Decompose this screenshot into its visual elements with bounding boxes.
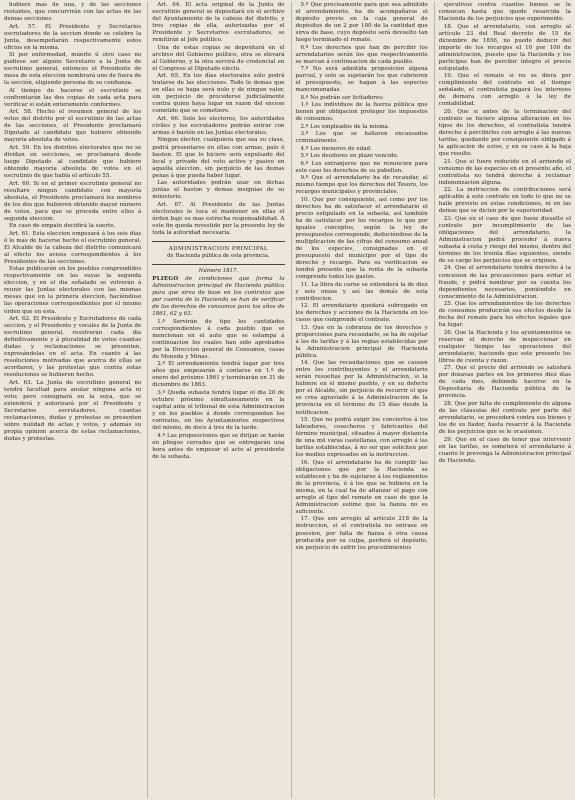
paragraph: 6.º Los derechos que han de percibir los arrendatarios serán los que respectivamente se marcan á continuacion de cada pueblo. [295, 44, 428, 65]
paragraph: 9.º Que el arrendatario ha de recaudar, al mismo tiempo que los derechos del Tesoro, los recargos municipales y provinciales. [295, 175, 428, 196]
paragraph: 19. Que el remate si no se diera por cumplimiento del contrato en el tiempo señalado, el contratista pagará los intereses de demora con arreglo á la ley de contabilidad. [438, 73, 571, 108]
paragraph: 12. El arrendatario quedará subrogado en los derechos y acciones de la Hacienda en los casos que comprende el contrato. [295, 303, 428, 324]
paragraph: 21. Que si fuere reducido en el arriendo el consumo de las especies en el presente año, el contratista no tendrá derecho á reclamar indemnizacion alguna. [438, 158, 571, 186]
paragraph: Art. 66. Solo los electores, los autoridades civiles y los escrutadores podrán entrar con armas ó bastón en las Juntas electorales. [152, 115, 285, 137]
paragraph: 18. Que el arrendatario, con arreglo al artículo 23 del Real decreto de 15 de diciembre de 1856, no puede deducir del importe de los recargos el 10 por 100 de administracion, puesto que la Hacienda y los partícipes han de percibir íntegro el precio estipulado. [438, 23, 571, 72]
paragraph: hubiere mas de una, y de las secciones restantes, que concurrirán con las actas de las demas secciones. [4, 2, 142, 23]
paragraph: Art. 57. El Presidente y Secretarios escrutadores de la seccion donde se celebre la Junta, desempeñarán respectivamente estos oficios en la misma. [4, 23, 142, 51]
paragraph: 5.º Los deudores en plazo vencido. [300, 153, 399, 160]
paragraph: Art. 60. Si en el primer escrutinio general no resultare ningun candidato con mayoría absoluta, el Presidente proclamará los nombres de los dos que hubieren obtenido mayor número de votos, para que se proceda entre ellos á segunda eleccion. [4, 180, 142, 222]
paragraph: Al tiempo de hacerse el escrutinio se confrontarán las dos copias de cada acta para verificar si están enteramente conformes. [4, 87, 142, 108]
paragraph: 25. Que los arrendamientos de los derechos de consumos producirán sus efectos desde la fecha del remate para los efectos legales que ha lugar. [438, 301, 571, 329]
heading-rule [152, 264, 284, 265]
election-law-articles [152, 2, 284, 237]
paragraph: 28. Que por falta de cumplimiento de alguna de las cláusulas del contrato por parte del arrendatario, se procederá contra sus bienes y los de su fiador, hasta resarcir á la Hacienda de los perjuicios que se le ocasionen. [438, 400, 571, 436]
paragraph: 23. Que en el caso de que fuese disuelto el contrato por incumplimiento de las obligaciones del arrendatario, la Administracion podrá proceder á nueva subasta á costa y riesgo del mismo, dentro del término de los treinta días siguientes, siendo de su cargo los perjuicios que se originen. [438, 215, 571, 265]
paragraph: 1.º Los individuos de la fuerza pública que tienen por obligacion proteger los impuestos de consumos. [295, 102, 428, 123]
paragraph: 20. Que si antes de la terminacion del contrato se hiciere alguna alteracion en los tipos de los derechos, el contratista tendrá derecho á percibirlos con arreglo á las nuevas tarifas, quedando por consiguiente obligado á la aplicacion de estos, y en su caso á la baja que resulte. [438, 108, 571, 158]
paragraph: 29. Que en el caso de tener que intervenir en las tarifas, se someterá el arrendatario á cuanto le prevenga la Administracion principal de Hacienda. [438, 436, 571, 464]
paragraph: 2.º Los empleados de la misma. [300, 123, 390, 130]
paragraph: 27. Que el precio del arriendo se satisfará por dozavas partes en los primeros diez días de cada mes, debiendo hacerse en la Depositaría de Hacienda pública de la provincia. [438, 365, 571, 400]
paragraph: 6.º Los extranjeros que no renuncien para este caso los derechos de su pabellon. [295, 160, 428, 174]
paragraph: 24. Que el arrendatario tendrá derecho á la concesion de las precauciones para evitar el fraude, y podrá nombrar por su cuenta los dependientes necesarios, poniéndolo en conocimiento de la Administracion. [438, 265, 571, 300]
paragraph: Art. 67. Al Presidente de las Juntas electorales le toca el mantener en ellas el órden bajo su mas estrecha responsabilidad. A este fin queda revestido por la presente ley de toda la autoridad necesaria. [152, 201, 285, 236]
section-divider [152, 241, 284, 243]
paragraph: 13. Que en la cobranza de los derechos y proporciones para recaudarlo, se ha de sujetar á las de tarifas y á las reglas establecidas por la Administracion principal de Hacienda pública. [295, 324, 428, 359]
paragraph: 16. Que el arrendatario ha de cumplir las obligaciones que por la Hacienda se establecen y ha de sujetarse á los reglamentos de la provincia, ó á los que se hubiera en la misma, en la cual ha de afianzar el pago con arreglo al tipo del remate en caso de que la Administracion estime que la fianza no es suficiente. [295, 459, 428, 515]
paragraph: 14. Que las recaudaciones que se causen entre los contribuyentes y el arrendatario serán resueltas por la Administracion, si la hubiere en el mismo pueblo, y en su defecto por el Alcalde, sin perjuicio de recurrir el que se crea agraviado á la Administracion de la provincia en el término de 15 días desde la notificacion. [295, 360, 428, 416]
contract-conditions [152, 319, 284, 461]
paragraph: 4.º Los menores de edad. [300, 145, 372, 152]
paragraph: 17. Que son arreglo al artículo 218 de la instruccion, si el contratista no entrase en posesion, por falta de fianza ó otra causa producida por su culpa, perderá el depósito, sin perjuicio de sufrir los procedimientos [295, 516, 428, 551]
paragraph: 3.º Queda subasta tendrá lugar el dia 20 de octubre próximo simultaneamente en la capital ante el tribunal de esta Administracion y en los pueblos á donde correspondan los contratos, en los Ayuntamientos respectivos del mismo, de doce á tres de la tarde. [152, 389, 285, 432]
number-line: Número 1817. [198, 267, 239, 274]
paragraph: 2.º El arrendamiento tendrá lugar por tres años que empezarán á contarse en 1.º de enero del próximo 1861 y terminarán en 31 de diciembre de 1863. [152, 361, 285, 389]
paragraph: Si por enfermedad, muerte ú otro caso no pudiese ser alguno Secretario a la Junta de escrutinio general, entonces el Presidente de mesa de esta eleccion nombrará uno de fuera de la sección, eligiendo persona de su confianza. [4, 52, 142, 87]
paragraph: 5.º Que precisamente para que sea admitido el arrendamiento, ha de acompañarse el depósito previo en la caja general de depósitos de un 2 por 100 de la cantidad que sirva de base, cuyo depósito será devuelto tan luego terminado el remate. [295, 2, 428, 44]
column-4 [434, 2, 571, 798]
paragraph: 15. Que no podrá exigir los conciertos á los labradores, cosecheros y fabricantes del término municipal, situados á mayor distancia de una mil varas castellanas, con arreglo á las tarifas establecidas, á no ser que soliciten por los medios expresados en la instruccion. [295, 416, 428, 459]
paragraph: 1.º Servirán de tipo los cantidades correspondientes á cada pueblo que se mencionan en el auto que se estampa á continuacion los cuales han sido aprobados por la Direccion general de Consumos, casas de Moneda y Minas. [152, 318, 285, 360]
office-title: ADMINISTRACION PRINCIPAL [168, 245, 269, 252]
paragraph: Art. 64. El acta original de la Junta de escrutinio general se depositará en el archivo del Ayuntamiento de la cabeza del distrito, y tres copias de ella, autorizadas por el Presidente y Secretarios escrutadores, se remitirán al Jefe político. [152, 2, 285, 44]
office-subtitle: de Hacienda pública de esta provincia. [167, 253, 270, 260]
pliego-text: de condiciones que forma la Administracion principal de Hacienda pública para que sirva de base en los contratos que por cuenta de la Hacienda se han de verificar de los derechos de consumos para los años de 1861, 62 y 63. [152, 275, 285, 318]
paragraph: Art. 65. En los días electorales sólo podrá tratarse de las elecciones. Todo lo demas que en ellas se haga será nulo y de ningun valor, sin perjuicio de procederse judicialmente contra quien haya lugar en razon del exceso cometido que se cometiere. [152, 73, 285, 115]
column-1 [4, 2, 141, 798]
paragraph: Art. 59. En los distritos electorales que no se dividan en secciones, se proclamará desde luego Diputado al candidato que hubiere obtenido mayoría absoluta de votos en el escrutinio de que habla el artículo 55. [4, 144, 142, 180]
paragraph: Art. 61. Esta eleccion empezará á los seis días ó lo mas de hacerse hecho el escrutinio general. El Alcalde de la cabeza del distrito comunicará al efecto los avisos correspondientes á los Presidentes de las secciones. [4, 230, 142, 265]
paragraph: 11. La libra de carne se entenderá la de diez y seis onzas y así las demás de esta contribucion. [295, 281, 428, 302]
paragraph: 10. Que por consiguiente, así como por los derechos ha de satisfacer el arrendatario el precio estipulado en la subasta, así también ha de satisfacer por los recargos lo que por iguales conceptos, según la ley de presupuestos corresponde, deduciéndose de la multiplicacion de las cifras del consumo anual de los especies, consignadas en el presupuesto del municipio por el tipo de derecho y recargo. Para su verificacion se tendrá presente que la renta de la subasta comprende todos los gastos. [295, 196, 428, 281]
pliego-lead: PLIEGO [152, 275, 179, 282]
paragraph: Art. 62. El Presidente y Escrutadores de cada seccion, y el Presidente y vocales de la Junta de escrutinio general, resolverán cada dia definitivamente y á pluralidad de votos cuantas dudas y reclamaciones se presenten, expresándolas en el acta. En cuanto á las resoluciones motivadas que acerca de ellas se acordaren, y las protestas que contra estas resoluciones se hubieren hecho. [4, 315, 142, 379]
paragraph: Art. 63. La Junta de escrutinio general no tendrá facultad para anular ninguna acta ni voto; pero consignará en la suya, que se extenderá y autorizará por el Presidente y Secretarios escrutadores, cuantas reclamaciones, dudas y protestas se presenten sobre nulidad de actas y votos, y además su propia opinion acerca de estas reclamaciones, dudas y protestas. [4, 379, 142, 443]
paragraph: Las autoridades podrán usar en dichas juntas el baston y demas insignias de su ministerio. [152, 180, 285, 201]
paragraph: ejecutivos contra cuantos bienes se le conozcan hasta que quede resarcida la Hacienda de los perjuicios que experimente. [438, 2, 571, 23]
paragraph: 22. La instruccion de contribuciones será aplicable á este contrato en todo lo que no se halle previsto en estas condiciones, ni en las demas que se dicten por la superioridad. [438, 187, 571, 215]
column-3 [291, 2, 428, 798]
paragraph: Ningun elector, cualquiera que sea su clase, podrá presentarse en ellas con armas, palo ó baston. El que lo hiciere será expulsado del local y privado del voto activo y pasivo en aquella eleccion, sin perjuicio de las demas penas á que pueda haber lugar. [152, 137, 285, 179]
paragraph: En caso de empate decidirá la suerte. [9, 223, 116, 230]
paragraph: 4.º Las proposiciones que se dirijan se harán en pliegos cerrados que se entregarán una hora antes de empezar el acto al presidente de la subasta. [152, 432, 285, 460]
text-columns [4, 2, 571, 798]
paragraph: 7.º No será admitida proposicion alguna parcial, y solo se sujetarán los que cubrieren el presupuesto, se hagan á las especies mancomunadas. [295, 66, 428, 94]
paragraph: Art. 58. Hecho el resumen general de los votos del distrito por el escrutinio de las actas de las secciones, el Presidente proclamará Diputado al candidato que hubiere obtenido mayoría absoluta de votos. [4, 109, 142, 144]
paragraph: 8.º No podrán ser licitadores: [300, 94, 384, 101]
pliego-heading [152, 276, 284, 318]
column-2 [147, 2, 284, 798]
paragraph: 3.º Los que se hallaren encausados criminalmente. [295, 131, 428, 145]
paragraph: Estas publicarán en los pueblos comprendidos respectivamente en las suyas la segunda eleccion, y en el dia señalado se volverán á reunir las Juntas electorales con las mismas mesas que en la primera eleccion, haciéndose las operaciones correspondientes por el mismo órden que en esta. [4, 266, 142, 315]
paragraph: Una de estas copias se depositará en el archivo del Gobierno político, otra se elevará al Gobierno, y la otra servirá de credencial en el Congreso al Diputado electo. [152, 44, 285, 72]
paragraph: 26. Que la Hacienda y los ayuntamientos se reservan el derecho de inspeccionar en cualquier tiempo las operaciones del arrendatario, haciendo que este presente los libros de cuenta y razon. [438, 329, 571, 364]
